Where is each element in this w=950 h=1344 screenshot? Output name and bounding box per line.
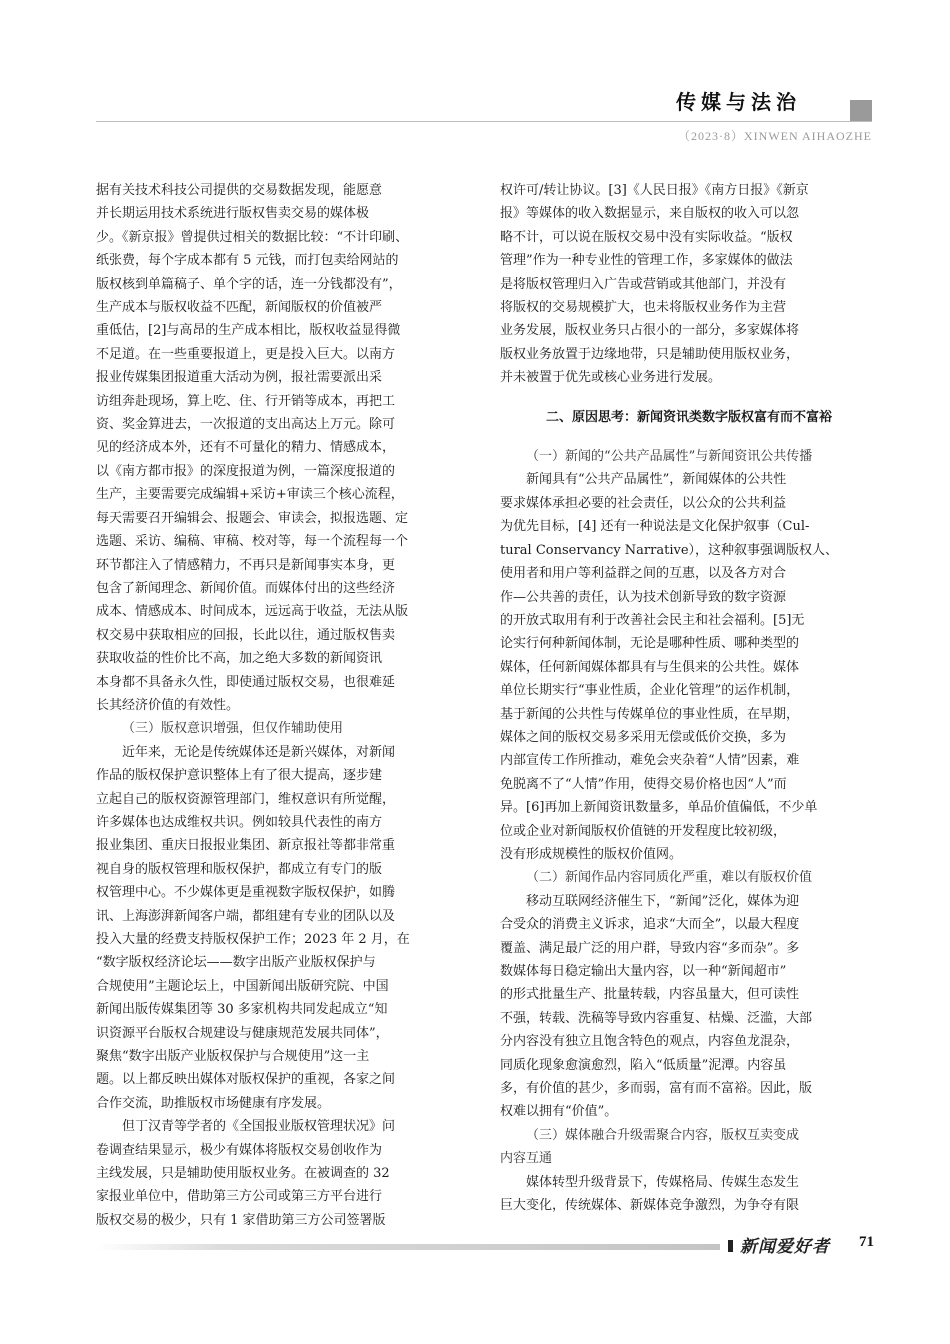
subheading: （三）媒体融合升级需聚合内容，版权互卖变成: [526, 1127, 800, 1143]
footer-square-mark: [728, 1240, 733, 1252]
right-column: [500, 179, 878, 1217]
body-line: 少。《新京报》曾提供过相关的数据比较：“不计印刷、: [96, 229, 409, 245]
footer-gradient-bar: [96, 1244, 720, 1250]
body-line: 媒体之间的版权交易多采用无偿或低价交换，多为: [500, 729, 787, 745]
body-line: 版权业务放置于边缘地带，只是辅助使用版权业务，: [500, 346, 800, 362]
left-column: [96, 179, 474, 1232]
body-line: 资、奖金算进去，一次报道的支出高达上万元。除可: [96, 417, 396, 433]
body-line: 并未被置于优先或核心业务进行发展。: [500, 370, 722, 386]
body-line: 合受众的消费主义诉求，追求“大而全”，以最大程度: [500, 917, 800, 933]
body-line: 新闻出版传媒集团等 30 多家机构共同发起成立“知: [96, 1002, 388, 1018]
section-heading: 二、原因思考：新闻资讯类数字版权富有而不富裕: [545, 409, 832, 425]
body-line: 权管理中心。不少媒体更是重视数字版权保护，如腾: [96, 885, 396, 901]
body-line: “数字版权经济论坛——数字出版产业版权保护与: [96, 955, 376, 971]
body-line: 见的经济成本外，还有不可量化的精力、情感成本，: [96, 440, 396, 456]
section-title: 传媒与法治: [676, 90, 801, 114]
header-square-mark: [850, 100, 872, 122]
body-line: 主线发展，只是辅助使用版权业务。在被调查的 32: [96, 1166, 390, 1182]
body-line: 包含了新闻理念、新闻价值。而媒体付出的这些经济: [96, 580, 396, 596]
body-line: 略不计，可以说在版权交易中没有实际收益。“版权: [500, 229, 793, 245]
body-line: 许多媒体也达成维权共识。例如较具代表性的南方: [96, 814, 383, 830]
body-line: 巨大变化，传统媒体、新媒体竞争激烈，为争夺有限: [500, 1198, 800, 1214]
body-line: 成本、情感成本、时间成本，远远高于收益，无法从版: [96, 604, 409, 620]
body-line: 环节都注入了情感精力，不再只是新闻事实本身，更: [96, 557, 396, 573]
body-line: 使用者和用户等利益群之间的互惠，以及各方对合: [500, 566, 787, 582]
body-line: 为优先目标，[4] 还有一种说法是文化保护叙事（Cul-: [500, 519, 810, 535]
body-line: 访组奔赴现场，算上吃、住、行开销等成本，再把工: [96, 393, 396, 409]
body-line: 获取收益的性价比不高，加之绝大多数的新闻资讯: [96, 651, 383, 667]
body-line: 立起自己的版权资源管理部门，维权意识有所觉醒，: [96, 791, 396, 807]
body-line: 以《南方都市报》的深度报道为例，一篇深度报道的: [96, 463, 396, 479]
body-line: 要求媒体承担必要的社会责任，以公众的公共利益: [500, 495, 787, 511]
page-number: 71: [859, 1234, 874, 1250]
body-line: 每天需要召开编辑会、报题会、审读会，拟报选题、定: [96, 510, 409, 526]
body-line: 权难以拥有“价值”。: [500, 1104, 618, 1120]
body-line: 并长期运用技术系统进行版权售卖交易的媒体极: [96, 206, 370, 222]
body-line: 位或企业对新闻版权价值链的开发程度比较初级，: [500, 823, 787, 839]
body-line: 合规使用”主题论坛上，中国新闻出版研究院、中国: [96, 978, 389, 994]
body-line: 的开放式取用有利于改善社会民主和社会福利。[5]无: [500, 612, 805, 628]
body-line: 不强，转载、洗稿等导致内容重复、枯燥、泛滥，大部: [500, 1010, 813, 1026]
body-line: 是将版权管理归入广告或营销或其他部门，并没有: [500, 276, 787, 292]
body-line: 移动互联网经济催生下，“新闻”泛化，媒体为迎: [526, 893, 800, 909]
body-line: tural Conservancy Narrative），这种叙事强调版权人、: [500, 542, 839, 558]
body-line: 但丁汉青等学者的《全国报业版权管理状况》问: [122, 1119, 396, 1135]
body-line: 题。以上都反映出媒体对版权保护的重视，各家之间: [96, 1072, 396, 1088]
body-line: 长其经济价值的有效性。: [96, 697, 240, 713]
body-line: 投入大量的经费支持版权保护工作；2023 年 2 月，在: [96, 932, 410, 947]
body-line: 基于新闻的公共性与传媒单位的事业性质，在早期，: [500, 706, 800, 722]
body-line: 据有关技术科技公司提供的交易数据发现，能愿意: [96, 183, 383, 198]
body-line: 重低估，[2]与高昂的生产成本相比，版权收益显得微: [96, 323, 401, 339]
subheading: 内容互通: [500, 1151, 553, 1167]
body-line: 版权核到单篇稿子、单个字的话，连一分钱都没有”，: [96, 276, 402, 292]
body-line: 同质化现象愈演愈烈，陷入“低质量”泥潭。内容虽: [500, 1057, 787, 1073]
magazine-logo: 新闻爱好者: [740, 1237, 830, 1257]
body-line: 论实行何种新闻体制，无论是哪种性质、哪种类型的: [500, 636, 800, 652]
body-line: 生产成本与版权收益不匹配，新闻版权的价值被严: [96, 300, 383, 316]
body-line: 分内容没有独立且饱含特色的观点，内容鱼龙混杂，: [500, 1034, 800, 1050]
body-line: 作—公共善的责任，认为技术创新导致的数字资源: [500, 589, 787, 605]
body-line: 报》等媒体的收入数据显示，来自版权的收入可以忽: [500, 206, 800, 222]
body-line: 版权交易的极少，只有 1 家借助第三方公司签署版: [96, 1212, 386, 1228]
body-line: 多，有价值的甚少，多而弱，富有而不富裕。因此，版: [500, 1081, 813, 1097]
body-line: 将版权的交易规模扩大，也未将版权业务作为主营: [500, 300, 787, 316]
header-divider: [96, 121, 872, 122]
body-line: 识资源平台版权合规建设与健康规范发展共同体”，: [96, 1025, 389, 1041]
body-line: 数媒体每日稳定输出大量内容，以一种“新闻超市”: [500, 964, 787, 979]
body-line: 讯、上海澎湃新闻客户端，都组建有专业的团队以及: [96, 908, 396, 924]
body-line: 权交易中获取相应的回报，长此以往，通过版权售卖: [96, 627, 396, 643]
body-line: 聚焦“数字出版产业版权保护与合规使用”这一主: [96, 1049, 370, 1065]
body-line: 视自身的版权管理和版权保护，都成立有专门的版: [96, 861, 383, 877]
body-line: 媒体，任何新闻媒体都具有与生俱来的公共性。媒体: [500, 659, 800, 675]
body-line: 生产，主要需要完成编辑+采访+审读三个核心流程，: [96, 487, 404, 503]
body-line: 报业集团、重庆日报报业集团、新京报社等都非常重: [96, 838, 396, 854]
subheading: （二）新闻作品内容同质化严重，难以有版权价值: [526, 870, 813, 886]
body-line: 家报业单位中，借助第三方公司或第三方平台进行: [96, 1189, 383, 1205]
subheading: （一）新闻的“公共产品属性”与新闻资讯公共传播: [526, 449, 813, 465]
body-line: 覆盖、满足最广泛的用户群，导致内容“多而杂”。多: [500, 940, 800, 956]
body-line: 管理”作为一种专业性的管理工作，多家媒体的做法: [500, 253, 793, 269]
body-line: 卷调查结果显示，极少有媒体将版权交易创收作为: [96, 1142, 383, 1158]
body-line: 新闻具有“公共产品属性”，新闻媒体的公共性: [526, 472, 787, 488]
subheading: （三）版权意识增强，但仅作辅助使用: [122, 721, 344, 737]
issue-label: （2023·8）XINWEN AIHAOZHE: [678, 129, 872, 143]
body-line: 报业传媒集团报道重大活动为例，报社需要派出采: [96, 370, 383, 386]
body-line: 没有形成规模性的版权价值网。: [500, 846, 683, 862]
body-line: 媒体转型升级背景下，传媒格局、传媒生态发生: [526, 1174, 800, 1190]
body-line: 权许可/转让协议。[3]《人民日报》《南方日报》《新京: [500, 183, 809, 198]
body-line: 免脱离不了“人情”作用，使得交易价格也因“人”而: [500, 776, 787, 792]
body-line: 合作交流，助推版权市场健康有序发展。: [96, 1095, 331, 1111]
body-line: 内部宣传工作所推动，难免会夹杂着“人情”因素，难: [500, 753, 800, 769]
body-line: 纸张费，每个字成本都有 5 元钱，而打包卖给网站的: [96, 253, 399, 269]
body-line: 近年来，无论是传统媒体还是新兴媒体，对新闻: [122, 744, 396, 760]
body-line: 本身都不具备永久性，即使通过版权交易，也很难延: [96, 674, 396, 690]
body-line: 业务发展，版权业务只占很小的一部分，多家媒体将: [500, 323, 800, 339]
body-line: 的形式批量生产、批量转载，内容虽量大，但可读性: [500, 987, 800, 1003]
body-line: 作品的版权保护意识整体上有了很大提高，逐步建: [96, 768, 383, 784]
body-line: 不足道。在一些重要报道上，更是投入巨大。以南方: [96, 346, 396, 362]
body-line: 异。[6]再加上新闻资讯数量多，单品价值偏低，不少单: [500, 800, 818, 816]
body-line: 选题、采访、编稿、审稿、校对等，每一个流程每一个: [96, 534, 409, 550]
body-line: 单位长期实行“事业性质，企业化管理”的运作机制，: [500, 683, 800, 699]
